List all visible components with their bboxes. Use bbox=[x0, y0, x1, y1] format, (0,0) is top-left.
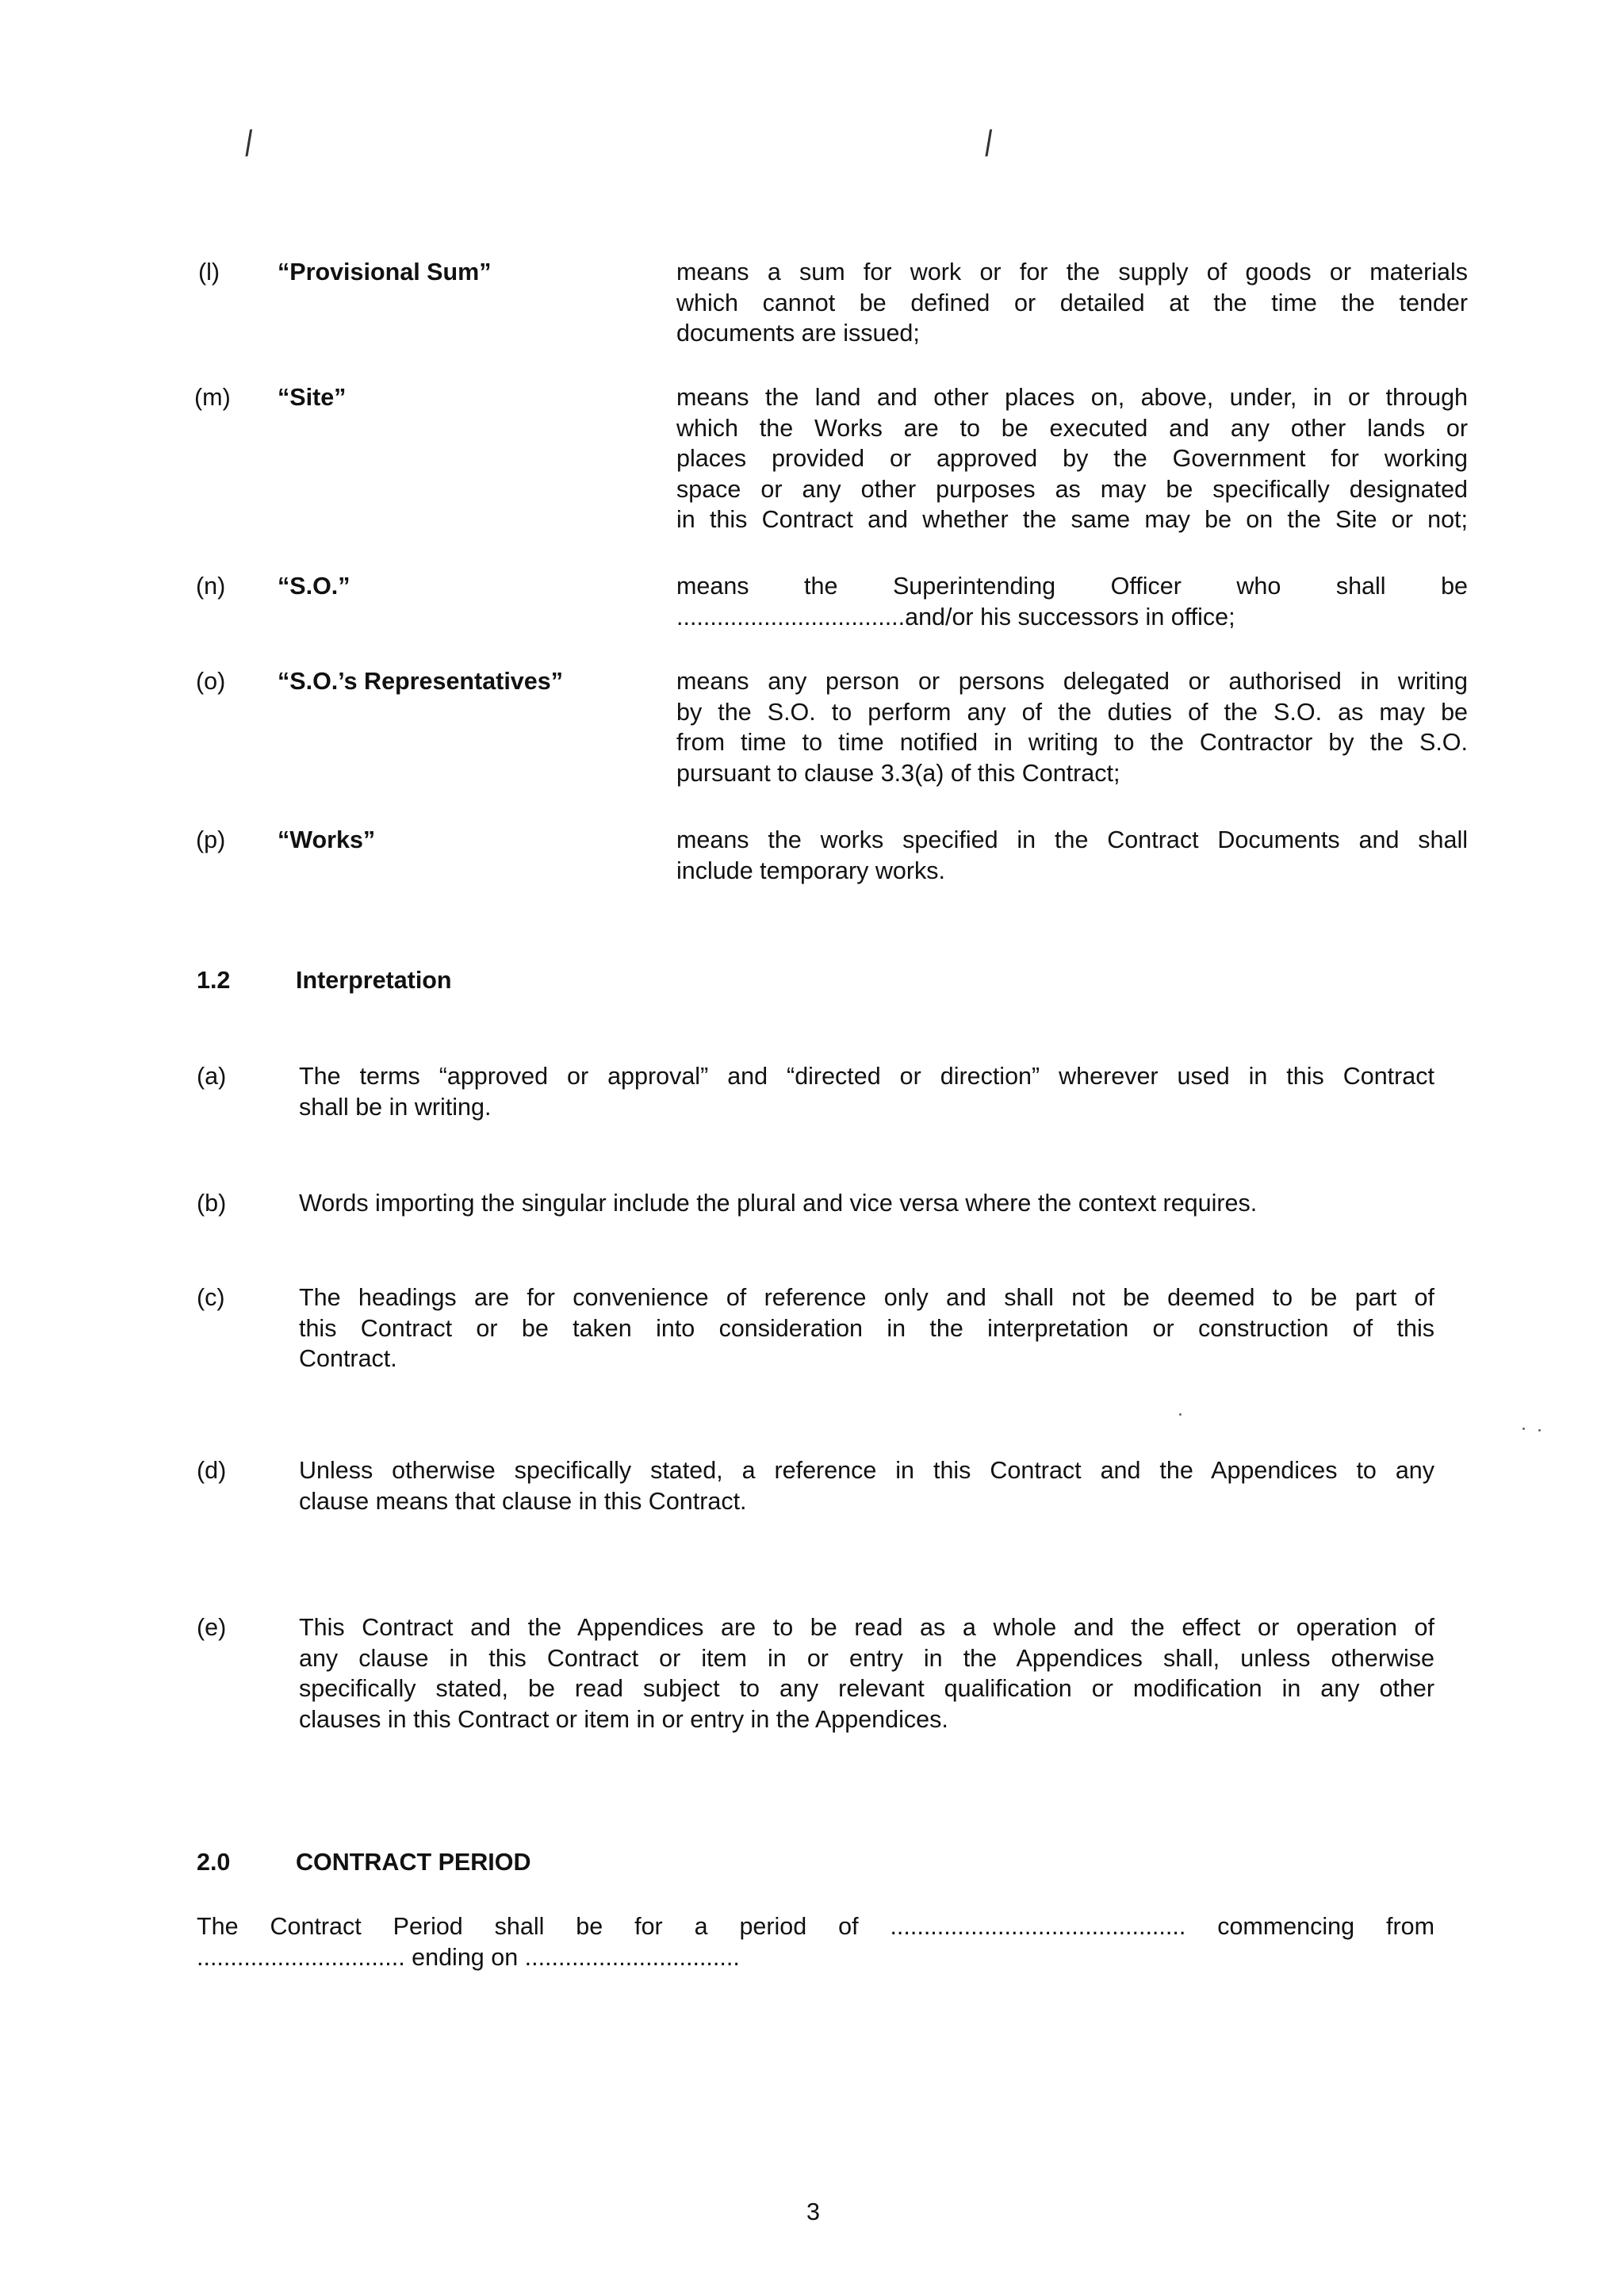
text-line: this Contract or be taken into consideration in the interpretation or construction of this bbox=[299, 1314, 1434, 1342]
text-line: by the S.O. to perform any of the duties of the S.O. as may be bbox=[676, 698, 1468, 726]
text-line: ............................... ending on ................................ bbox=[197, 1943, 740, 1971]
defined-term: “Provisional Sum” bbox=[278, 259, 492, 286]
section-heading: CONTRACT PERIOD bbox=[296, 1849, 531, 1876]
scan-mark: / bbox=[980, 124, 997, 162]
section-number: 2.0 bbox=[197, 1849, 231, 1876]
text-line: which cannot be defined or detailed at the time the tender bbox=[676, 289, 1468, 316]
item-label: (e) bbox=[197, 1614, 227, 1641]
scan-speck bbox=[1522, 1428, 1525, 1430]
text-line: means any person or persons delegated or authorised in writing bbox=[676, 668, 1468, 695]
definition-text bbox=[676, 382, 1468, 535]
item-label: (m) bbox=[194, 384, 231, 411]
contract-period-text bbox=[197, 1911, 1434, 1972]
clause-text bbox=[299, 1612, 1434, 1734]
section-heading: Interpretation bbox=[296, 967, 452, 994]
defined-term: “S.O.” bbox=[278, 573, 350, 600]
text-line: include temporary works. bbox=[676, 857, 946, 884]
item-label: (o) bbox=[196, 668, 226, 695]
clause-text bbox=[299, 1455, 1434, 1516]
text-line: The Contract Period shall be for a period of ............................................ commencing from bbox=[197, 1913, 1434, 1940]
text-line: any clause in this Contract or item in or entry in the Appendices shall, unless otherwise bbox=[299, 1644, 1434, 1672]
item-label: (l) bbox=[198, 259, 220, 286]
text-line: pursuant to clause 3.3(a) of this Contract; bbox=[676, 759, 1120, 787]
text-line: means a sum for work or for the supply of goods or materials bbox=[676, 259, 1468, 286]
defined-term: “S.O.’s Representatives” bbox=[278, 668, 563, 695]
clause-text bbox=[299, 1188, 1434, 1219]
text-line: clauses in this Contract or item in or entry in the Appendices. bbox=[299, 1705, 948, 1733]
item-label: (d) bbox=[197, 1457, 227, 1484]
text-line: places provided or approved by the Government for working bbox=[676, 445, 1468, 472]
clause-text bbox=[299, 1282, 1434, 1374]
text-line: ..................................and/or his successors in office; bbox=[676, 603, 1235, 631]
item-label: (b) bbox=[197, 1190, 227, 1217]
defined-term: “Site” bbox=[278, 384, 347, 411]
text-line: means the works specified in the Contract Documents and shall bbox=[676, 826, 1468, 853]
text-line: This Contract and the Appendices are to be read as a whole and the effect or operation of bbox=[299, 1614, 1434, 1641]
item-label: (n) bbox=[196, 573, 226, 600]
text-line: Contract. bbox=[299, 1345, 397, 1372]
item-label: (p) bbox=[196, 826, 226, 853]
defined-term: “Works” bbox=[278, 826, 376, 853]
text-line: The terms “approved or approval” and “directed or direction” wherever used in this Contract bbox=[299, 1063, 1434, 1090]
text-line: which the Works are to be executed and any other lands or bbox=[676, 414, 1468, 442]
definition-text bbox=[676, 825, 1468, 886]
text-line: from time to time notified in writing to the Contractor by the S.O. bbox=[676, 729, 1468, 756]
item-label: (c) bbox=[197, 1284, 225, 1311]
item-label: (a) bbox=[197, 1063, 227, 1090]
clause-text bbox=[299, 1061, 1434, 1122]
text-line: means the Superintending Officer who shall be bbox=[676, 573, 1468, 600]
scan-mark: / bbox=[240, 124, 257, 162]
scan-speck bbox=[1538, 1429, 1541, 1432]
text-line: shall be in writing. bbox=[299, 1093, 492, 1121]
text-line: documents are issued; bbox=[676, 320, 920, 347]
text-line: clause means that clause in this Contract. bbox=[299, 1487, 747, 1515]
scan-speck bbox=[1179, 1413, 1182, 1416]
text-line: specifically stated, be read subject to any relevant qualification or modification in any other bbox=[299, 1675, 1434, 1702]
definition-text bbox=[676, 666, 1468, 788]
text-line: Unless otherwise specifically stated, a reference in this Contract and the Appendices to any bbox=[299, 1457, 1434, 1484]
text-line: means the land and other places on, above, under, in or through bbox=[676, 384, 1468, 411]
page-number: 3 bbox=[806, 2198, 820, 2225]
text-line: space or any other purposes as may be specifically designated bbox=[676, 475, 1468, 503]
text-line: The headings are for convenience of reference only and shall not be deemed to be part of bbox=[299, 1284, 1434, 1311]
definition-text bbox=[676, 257, 1468, 349]
text-line: Words importing the singular include the plural and vice versa where the context requires. bbox=[299, 1190, 1258, 1217]
text-line: in this Contract and whether the same may be on the Site or not; bbox=[676, 506, 1468, 533]
definition-text bbox=[676, 571, 1468, 632]
section-number: 1.2 bbox=[197, 967, 231, 994]
